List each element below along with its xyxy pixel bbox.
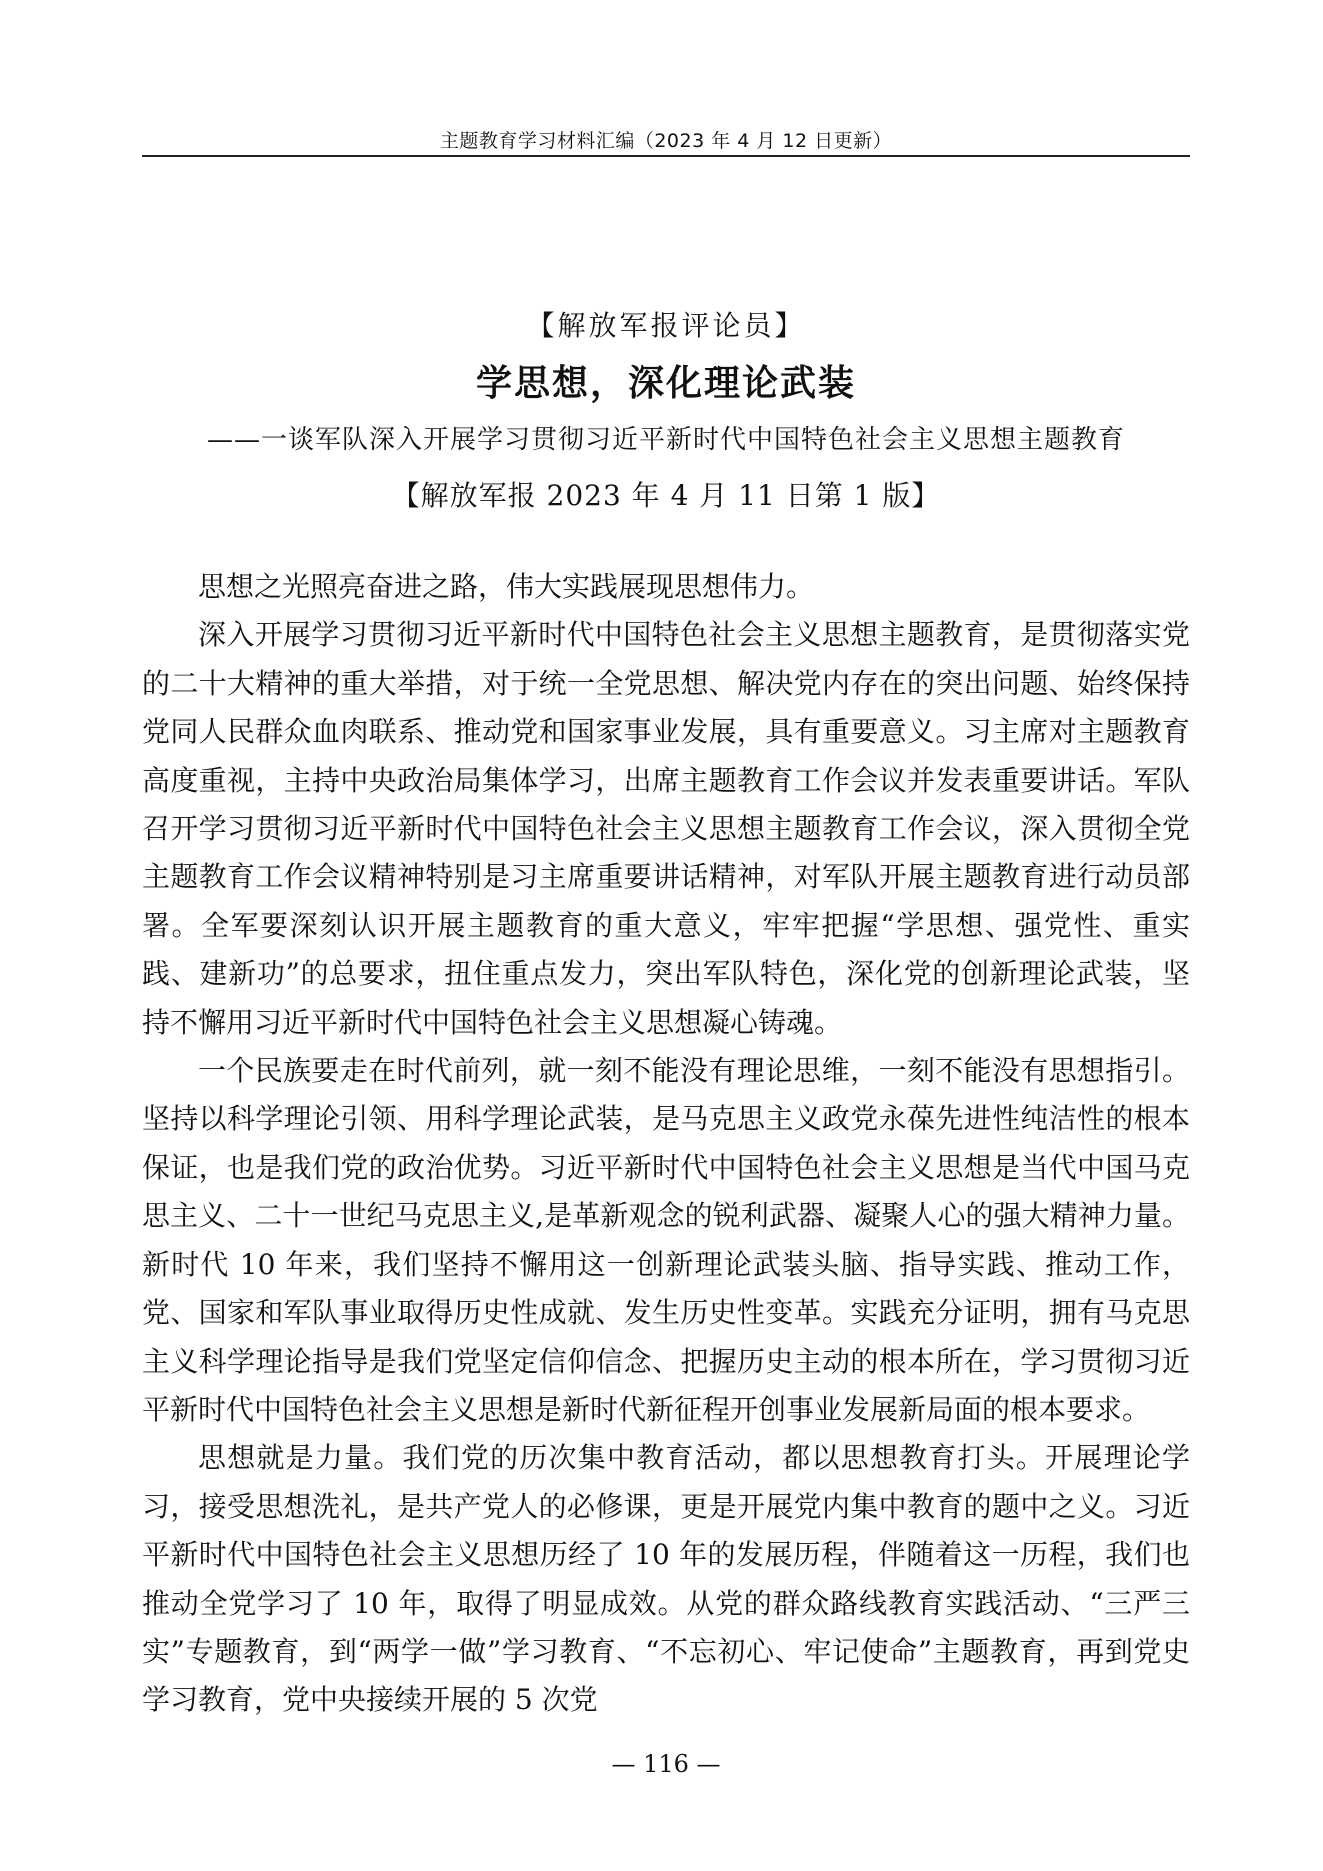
running-header: 主题教育学习材料汇编（2023 年 4 月 12 日更新）	[439, 130, 893, 152]
paragraph-3: 一个民族要走在时代前列，就一刻不能没有理论思维，一刻不能没有思想指引。坚持以科学理论引领、用科学理论武装，是马克思主义政党永葆先进性纯洁性的根本保证，也是我们党的政治优势。习近平新时代中国特色社会主义思想是当代中国马克思主义、二十一世纪马克思主义,是革新观念的锐利武器、凝聚人心的强大精神力量。新时代 10 年来，我们坚持不懈用这一创新理论武装头脑、指导实践、推动工作，党、国家和军队事业取得历史性成就、发生历史性变革。实践充分证明，拥有马克思主义科学理论指导是我们党坚定信仰信念、把握历史主动的根本所在，学习贯彻习近平新时代中国特色社会主义思想是新时代新征程开创事业发展新局面的根本要求。	[142, 1054, 1190, 1426]
source-line: 【解放军报 2023 年 4 月 11 日第 1 版】	[391, 479, 941, 512]
header-rule	[142, 155, 1190, 157]
article-subtitle: ——一谈军队深入开展学习贯彻习近平新时代中国特色社会主义思想主题教育	[206, 425, 1125, 455]
column-label: 【解放军报评论员】	[526, 309, 806, 342]
article-body	[142, 563, 1190, 1725]
page-number: — 116 —	[611, 1750, 721, 1778]
article-headline: 学思想，深化理论武装	[475, 362, 856, 404]
paragraph-2: 深入开展学习贯彻习近平新时代中国特色社会主义思想主题教育，是贯彻落实党的二十大精神的重大举措，对于统一全党思想、解决党内存在的突出问题、始终保持党同人民群众血肉联系、推动党和国家事业发展，具有重要意义。习主席对主题教育高度重视，主持中央政治局集体学习，出席主题教育工作会议并发表重要讲话。军队召开学习贯彻习近平新时代中国特色社会主义思想主题教育工作会议，深入贯彻全党主题教育工作会议精神特别是习主席重要讲话精神，对军队开展主题教育进行动员部署。全军要深刻认识开展主题教育的重大意义，牢牢把握“学思想、强党性、重实践、建新功”的总要求，扭住重点发力，突出军队特色，深化党的创新理论武装，坚持不懈用习近平新时代中国特色社会主义思想凝心铸魂。	[142, 618, 1190, 1039]
paragraph-4: 思想就是力量。我们党的历次集中教育活动，都以思想教育打头。开展理论学习，接受思想洗礼，是共产党人的必修课，更是开展党内集中教育的题中之义。习近平新时代中国特色社会主义思想历经了 10 年的发展历程，伴随着这一历程，我们也推动全党学习了 10 年，取得了明显成效。从党的群众路线教育实践活动、“三严三实”专题教育，到“两学一做”学习教育、“不忘初心、牢记使命”主题教育，再到党史学习教育，党中央接续开展的 5 次党	[142, 1441, 1190, 1717]
paragraph-1: 思想之光照亮奋进之路，伟大实践展现思想伟力。	[198, 570, 815, 603]
